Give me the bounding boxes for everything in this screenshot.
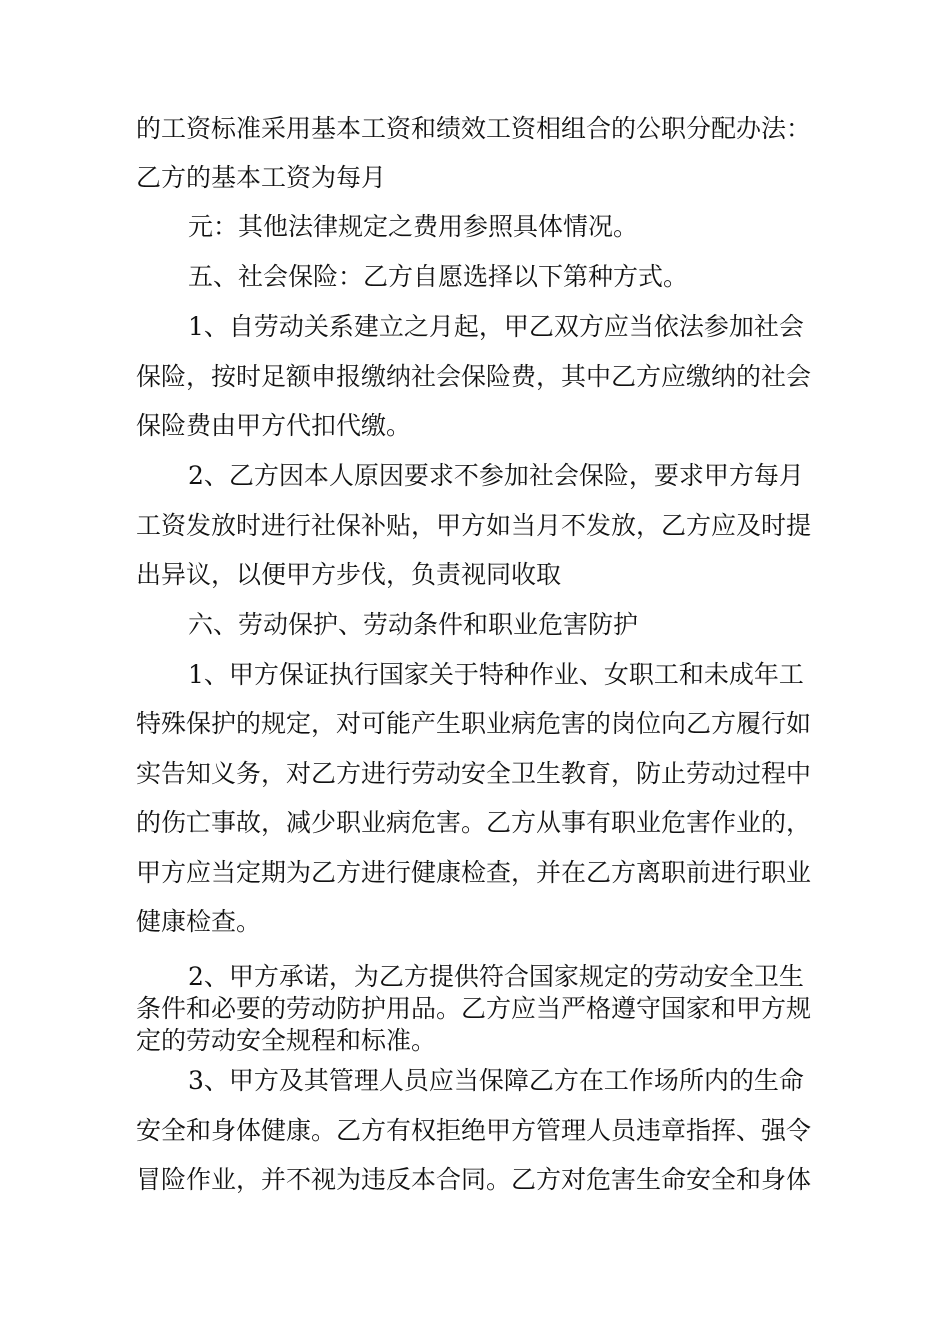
text-line: 1、自劳动关系建立之月起，甲乙双方应当依法参加社会 <box>188 312 804 341</box>
text-line: 保险，按时足额申报缴纳社会保险费，其中乙方应缴纳的社会 <box>136 362 812 391</box>
text-line: 安全和身体健康。乙方有权拒绝甲方管理人员违章指挥、强令 <box>136 1116 812 1145</box>
text-line: 乙方的基本工资为每月 <box>136 163 387 192</box>
section-heading: 六、劳动保护、劳动条件和职业危害防护 <box>188 610 639 639</box>
text-line: 健康检查。 <box>136 907 262 936</box>
text-line: 实告知义务，对乙方进行劳动安全卫生教育，防止劳动过程中 <box>136 759 812 788</box>
text-line: 1、甲方保证执行国家关于特种作业、女职工和未成年工 <box>188 660 804 689</box>
text-line: 甲方应当定期为乙方进行健康检查，并在乙方离职前进行职业 <box>136 858 812 887</box>
text-line: 特殊保护的规定，对可能产生职业病危害的岗位向乙方履行如 <box>136 709 812 738</box>
text-line: 出异议，以便甲方步伐，负责视同收取 <box>136 560 562 589</box>
text-line: 工资发放时进行社保补贴，甲方如当月不发放，乙方应及时提 <box>136 511 812 540</box>
text-line: 2、甲方承诺，为乙方提供符合国家规定的劳动安全卫生 <box>188 962 804 991</box>
text-line: 2、乙方因本人原因要求不参加社会保险，要求甲方每月 <box>188 461 804 490</box>
text-line: 的工资标准采用基本工资和绩效工资相组合的公职分配办法： <box>136 114 812 143</box>
text-line: 元：其他法律规定之费用参照具体情况。 <box>188 212 639 241</box>
text-line: 的伤亡事故，减少职业病危害。乙方从事有职业危害作业的， <box>136 808 812 837</box>
text-line: 冒险作业，并不视为违反本合同。乙方对危害生命安全和身体 <box>136 1165 812 1194</box>
text-line: 3、甲方及其管理人员应当保障乙方在工作场所内的生命 <box>188 1066 804 1095</box>
text-line: 条件和必要的劳动防护用品。乙方应当严格遵守国家和甲方规 <box>136 994 812 1023</box>
section-heading: 五、社会保险：乙方自愿选择以下第种方式。 <box>188 262 689 291</box>
text-line: 保险费由甲方代扣代缴。 <box>136 411 412 440</box>
text-line: 定的劳动安全规程和标准。 <box>136 1026 437 1055</box>
